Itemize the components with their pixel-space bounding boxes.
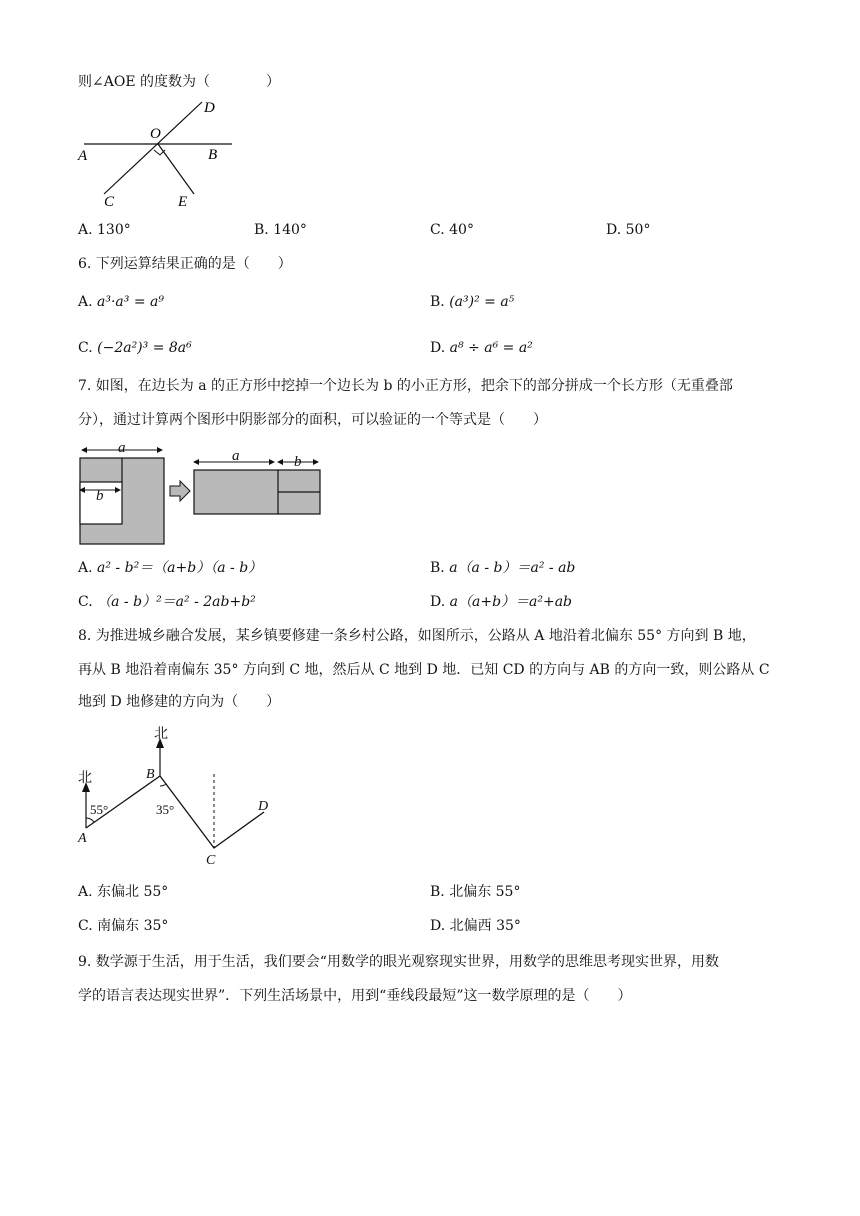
q6-stem: 6. 下列运算结果正确的是（ ）: [78, 256, 292, 272]
q8-label-b: B: [146, 767, 155, 782]
q8-stem-line-3: 地到 D 地修建的方向为（ ）: [78, 694, 281, 710]
option-label: B.: [430, 560, 445, 576]
q8-north-b-label: 北: [154, 727, 168, 742]
q7-label-a-right: a: [232, 448, 240, 464]
option-label: A.: [78, 222, 93, 238]
q5-label-e: E: [178, 194, 188, 210]
q7-label-a-left: a: [118, 440, 126, 456]
q6-option-a[interactable]: [78, 292, 164, 312]
q5-label-c: C: [104, 194, 115, 210]
option-text: a² - b²＝（a+b）（a - b）: [97, 560, 263, 576]
q8-angle-35: 35°: [156, 802, 175, 817]
option-text: a⁸ ÷ a⁶ = a²: [449, 340, 533, 356]
q8-stem-line-1: 8. 为推进城乡融合发展，某乡镇要修建一条乡村公路，如图所示，公路从 A 地沿着北偏东 55° 方向到 B 地，: [78, 628, 756, 644]
q8-route-figure: [72, 722, 282, 872]
q5-option-a[interactable]: [78, 220, 131, 240]
option-text: 北偏西 35°: [449, 918, 521, 934]
q7-label-b-right: b: [294, 454, 302, 470]
q5-label-d: D: [204, 100, 215, 116]
q7-option-a[interactable]: [78, 558, 262, 578]
option-label: B.: [430, 294, 445, 310]
q8-option-c[interactable]: [78, 916, 168, 936]
option-label: B.: [254, 222, 269, 238]
option-text: 南偏东 35°: [97, 918, 169, 934]
q7-square-figure: [74, 438, 334, 548]
q5-label-o: O: [150, 126, 161, 142]
option-text: (−2a²)³ = 8a⁶: [97, 340, 192, 356]
q8-angle-55: 55°: [90, 802, 109, 817]
option-text: a（a+b）＝a²+ab: [449, 594, 573, 610]
option-label: A.: [78, 294, 93, 310]
q8-option-d[interactable]: [430, 916, 521, 936]
q5-stem: 则∠AOE 的度数为（ ）: [78, 74, 280, 90]
q5-option-d[interactable]: [606, 220, 650, 240]
q6-option-c[interactable]: [78, 338, 192, 358]
option-label: C.: [78, 594, 93, 610]
q5-option-c[interactable]: [430, 220, 474, 240]
q5-label-a: A: [78, 148, 88, 164]
q5-option-b[interactable]: [254, 220, 307, 240]
q8-label-a: A: [78, 831, 87, 846]
q7-stem-line-2: 分），通过计算两个图形中阴影部分的面积，可以验证的一个等式是（ ）: [78, 412, 547, 428]
q8-label-c: C: [206, 853, 216, 868]
option-label: D.: [606, 222, 622, 238]
q5-label-b: B: [208, 147, 218, 163]
option-text: （a - b）²＝a² - 2ab+b²: [97, 594, 256, 610]
option-label: D.: [430, 340, 446, 356]
q9-stem-line-1: 9. 数学源于生活，用于生活，我们要会“用数学的眼光观察现实世界，用数学的思维思考现实世界，用数: [78, 954, 719, 970]
option-text: 40°: [449, 222, 474, 238]
option-text: 140°: [273, 222, 307, 238]
q7-label-b-left: b: [96, 488, 104, 504]
q6-option-d[interactable]: [430, 338, 533, 358]
option-text: (a³)² = a⁵: [449, 294, 515, 310]
q8-option-a[interactable]: [78, 882, 168, 902]
q5-angle-figure: [70, 98, 240, 212]
option-label: C.: [78, 340, 93, 356]
q7-option-d[interactable]: [430, 592, 572, 612]
option-label: C.: [78, 918, 93, 934]
option-label: D.: [430, 594, 446, 610]
option-text: a³·a³ = a⁹: [97, 294, 164, 310]
q8-north-a-label: 北: [78, 771, 92, 786]
q8-stem-line-2: 再从 B 地沿着南偏东 35° 方向到 C 地，然后从 C 地到 D 地．已知 CD 的方向与 AB 的方向一致，则公路从 C: [78, 662, 770, 678]
q9-stem-line-2: 学的语言表达现实世界”．下列生活场景中，用到“垂线段最短”这一数学原理的是（ ）: [78, 988, 632, 1004]
q6-option-b[interactable]: [430, 292, 514, 312]
q7-option-c[interactable]: [78, 592, 256, 612]
q7-stem-line-1: 7. 如图，在边长为 a 的正方形中挖掉一个边长为 b 的小正方形，把余下的部分拼成一个长方形（无重叠部: [78, 378, 733, 394]
option-label: D.: [430, 918, 446, 934]
q7-option-b[interactable]: [430, 558, 575, 578]
option-label: C.: [430, 222, 445, 238]
option-label: A.: [78, 560, 93, 576]
option-text: 北偏东 55°: [449, 884, 521, 900]
option-label: B.: [430, 884, 445, 900]
option-label: A.: [78, 884, 93, 900]
option-text: 50°: [625, 222, 651, 238]
option-text: a（a - b）＝a² - ab: [449, 560, 576, 576]
q8-option-b[interactable]: [430, 882, 520, 902]
option-text: 东偏北 55°: [97, 884, 169, 900]
q8-label-d: D: [258, 799, 269, 814]
option-text: 130°: [97, 222, 131, 238]
